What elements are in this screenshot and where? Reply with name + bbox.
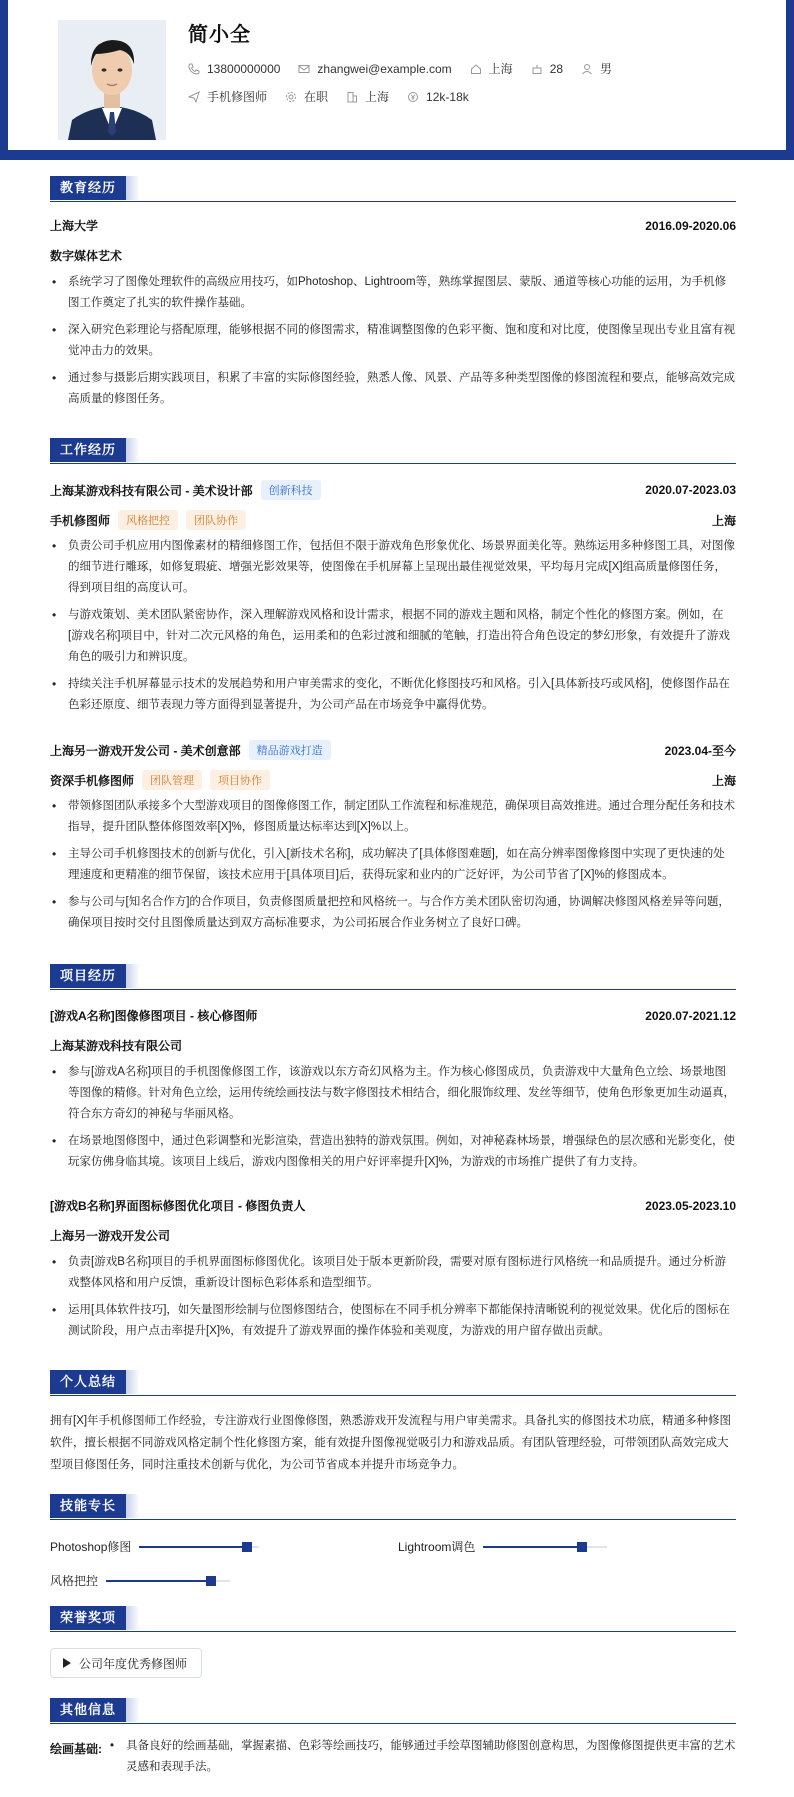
list-item: • 负责公司手机应用内图像素材的精细修图工作，包括但不限于游戏角色形象优化、场景界面美化等。熟练运用多种修图工具，对图像的细节进行雕琢，如修复瑕疵、增强光影效果等，使图像在手机屏幕上呈现出最佳视觉效果，平均每月完成[X]组高质量修图任务，得到项目组的高度认可。 bbox=[50, 536, 736, 599]
summary-text: 拥有[X]年手机修图师工作经验，专注游戏行业图像修图，熟悉游戏开发流程与用户审美需求。具备扎实的修图技术功底，精通多种修图软件，擅长根据不同游戏风格定制个性化修图方案，能有效提升图像视觉吸引力和游戏品质。有团队管理经验，可带领团队高效完成大型项目修图任务，同时注重技术创新与优化，为公司节省成本并提升市场竞争力。 bbox=[50, 1415, 732, 1471]
skill-item bbox=[50, 1572, 230, 1589]
coin-icon bbox=[407, 91, 419, 103]
project-1-company-row bbox=[50, 1037, 736, 1054]
send-icon bbox=[188, 91, 200, 103]
work-1-role-tag: 风格把控 bbox=[118, 510, 178, 530]
email-text: zhangwei@example.com bbox=[317, 61, 452, 76]
list-item: • 与游戏策划、美术团队紧密协作，深入理解游戏风格和设计需求，根据不同的游戏主题和风格，制定个性化的修图方案。例如，在[游戏名称]项目中，针对二次元风格的角色，运用柔和的色彩过渡和细腻的笔触，打造出符合角色设定的梦幻形象，有效提升了游戏角色的吸引力和辨识度。 bbox=[50, 605, 736, 668]
work-1-period: 2020.07-2023.03 bbox=[645, 483, 736, 497]
list-item: • 系统学习了图像处理软件的高级应用技巧，如Photoshop、Lightroom等，熟练掌握图层、蒙版、通道等核心功能的运用，为手机修图工作奠定了扎实的软件操作基础。 bbox=[50, 272, 736, 314]
project-2-company: 上海另一游戏开发公司 bbox=[50, 1229, 171, 1243]
other-title: 其他信息 bbox=[50, 1698, 126, 1722]
position-text: 手机修图师 bbox=[207, 90, 268, 104]
work-2-role-row bbox=[50, 770, 736, 790]
work-2-role-tag: 团队管理 bbox=[142, 770, 202, 790]
skill-item bbox=[50, 1538, 259, 1555]
work-2-header-row bbox=[50, 740, 736, 760]
city-item bbox=[346, 88, 389, 105]
candidate-name: 简小全 bbox=[188, 24, 251, 46]
location-item bbox=[470, 60, 513, 77]
salary-text: 12k-18k bbox=[426, 89, 469, 104]
major-name: 数字媒体艺术 bbox=[50, 249, 123, 263]
education-period: 2016.09-2020.06 bbox=[645, 218, 736, 233]
list-item: • 持续关注手机屏幕显示技术的发展趋势和用户审美需求的变化，不断优化修图技巧和风格。引入[具体新技巧或风格]，使修图作品在色彩还原度、细节表现力等方面得到显著提升，为公司产品在市场竞争中赢得优势。 bbox=[50, 674, 736, 716]
list-item: • 深入研究色彩理论与搭配原理，能够根据不同的修图需求，精准调整图像的色彩平衡、饱和度和对比度，使图像呈现出专业且富有视觉冲击力的效果。 bbox=[50, 320, 736, 362]
age-text: 28 bbox=[549, 61, 564, 76]
skill-level-bar bbox=[483, 1541, 607, 1553]
salary-item bbox=[407, 90, 469, 104]
honors-section-header bbox=[50, 1606, 736, 1632]
gear-icon bbox=[285, 91, 297, 103]
skill-label: Lightroom调色 bbox=[398, 1540, 476, 1554]
major-row bbox=[50, 247, 736, 264]
city-text: 上海 bbox=[365, 90, 390, 104]
skills-section-header bbox=[50, 1494, 736, 1520]
mail-icon bbox=[298, 63, 310, 75]
play-icon bbox=[63, 1658, 71, 1668]
work-1-company-tag: 创新科技 bbox=[261, 480, 321, 500]
status-item bbox=[285, 88, 328, 105]
project-title: 项目经历 bbox=[50, 964, 126, 988]
skill-label: 风格把控 bbox=[50, 1574, 99, 1588]
position-item bbox=[188, 88, 267, 105]
honors-title: 荣誉奖项 bbox=[50, 1606, 126, 1630]
other-label: 绘画基础: bbox=[50, 1742, 102, 1756]
honor-label: 公司年度优秀修图师 bbox=[79, 1656, 188, 1671]
skill-label: Photoshop修图 bbox=[50, 1540, 132, 1554]
skill-level-bar bbox=[106, 1575, 230, 1587]
other-section-header bbox=[50, 1698, 736, 1724]
header-band bbox=[0, 0, 794, 160]
location-text: 上海 bbox=[488, 62, 513, 76]
summary-title: 个人总结 bbox=[50, 1370, 126, 1394]
work-section-header bbox=[50, 438, 736, 464]
project-1-period: 2020.07-2021.12 bbox=[645, 1008, 736, 1023]
work-1-header-row bbox=[50, 480, 736, 500]
work-1-company: 上海某游戏科技有限公司 - 美术设计部 bbox=[50, 483, 253, 498]
work-1-bullets bbox=[50, 536, 736, 722]
header-card bbox=[8, 0, 786, 150]
gender-text: 男 bbox=[600, 62, 613, 76]
education-section-header bbox=[50, 176, 736, 202]
gender-item bbox=[581, 60, 612, 77]
work-2-role-tag: 项目协作 bbox=[210, 770, 270, 790]
list-item: • 运用[具体软件技巧]，如矢量图形绘制与位图修图结合，使图标在不同手机分辨率下都能保持清晰锐利的视觉效果。优化后的图标在测试阶段，用户点击率提升[X]%，有效提升了游戏界面的操作体验和美观度，为游戏的用户留存做出贡献。 bbox=[50, 1300, 736, 1342]
phone-text: 13800000000 bbox=[207, 61, 281, 76]
contact-row bbox=[188, 60, 630, 77]
skill-item bbox=[398, 1538, 607, 1555]
work-2-city: 上海 bbox=[711, 773, 736, 788]
project-2-company-row bbox=[50, 1227, 736, 1244]
project-1-bullets bbox=[50, 1062, 736, 1179]
email-item bbox=[298, 62, 451, 76]
work-1-role-row bbox=[50, 510, 736, 530]
work-2-period: 2023.04-至今 bbox=[664, 743, 736, 758]
list-item: • 在场景地图修图中，通过色彩调整和光影渲染，营造出独特的游戏氛围。例如，对神秘森林场景，增强绿色的层次感和光影变化，使玩家仿佛身临其境。该项目上线后，游戏内图像相关的用户好评率提升[X]%，为游戏的市场推广提供了有力支持。 bbox=[50, 1131, 736, 1173]
school-name: 上海大学 bbox=[50, 219, 99, 233]
home-icon bbox=[470, 63, 482, 75]
phone-icon bbox=[188, 63, 200, 75]
list-item: • 带领修图团队承接多个大型游戏项目的图像修图工作，制定团队工作流程和标准规范，确保项目高效推进。通过合理分配任务和技术指导，提升团队整体修图效率[X]%，修图质量达标率达到[X]%以上。 bbox=[50, 796, 736, 838]
list-item: • 参与公司与[知名合作方]的合作项目，负责修图质量把控和风格统一。与合作方美术团队密切沟通，协调解决修图风格差异等问题，确保项目按时交付且图像质量达到双方高标准要求，为公司拓展合作业务树立了良好口碑。 bbox=[50, 892, 736, 934]
project-2-title: [游戏B名称]界面图标修图优化项目 - 修图负责人 bbox=[50, 1199, 306, 1213]
work-2-role: 资深手机修图师 bbox=[50, 773, 135, 788]
work-1-role-tag: 团队协作 bbox=[186, 510, 246, 530]
cake-icon bbox=[531, 63, 543, 75]
project-2-header-row bbox=[50, 1197, 736, 1214]
work-2-bullets bbox=[50, 796, 736, 940]
project-1-title: [游戏A名称]图像修图项目 - 核心修图师 bbox=[50, 1009, 258, 1023]
project-2-period: 2023.05-2023.10 bbox=[645, 1198, 736, 1213]
work-1-city: 上海 bbox=[711, 513, 736, 528]
work-2-company-tag: 精品游戏打造 bbox=[249, 740, 331, 760]
list-item: • 通过参与摄影后期实践项目，积累了丰富的实际修图经验，熟悉人像、风景、产品等多种类型图像的修图流程和要点，能够高效完成高质量的修图任务。 bbox=[50, 368, 736, 410]
list-item: • 负责[游戏B名称]项目的手机界面图标修图优化。该项目处于版本更新阶段，需要对原有图标进行风格统一和品质提升。通过分析游戏整体风格和用户反馈，重新设计图标色彩体系和造型细节。 bbox=[50, 1252, 736, 1294]
project-section-header bbox=[50, 964, 736, 990]
job-intent-row bbox=[188, 88, 487, 105]
work-1-role: 手机修图师 bbox=[50, 513, 111, 528]
avatar bbox=[58, 20, 166, 140]
list-item: • 主导公司手机修图技术的创新与优化，引入[新技术名称]，成功解决了[具体修图难题]，如在高分辨率图像修图中实现了更快速的处理速度和更精准的细节保留，该技术应用于[具体项目]后，获得玩家和业内的广泛好评，为公司节省了[X]%的修图成本。 bbox=[50, 844, 736, 886]
phone-item bbox=[188, 62, 280, 76]
education-title: 教育经历 bbox=[50, 176, 126, 200]
age-item bbox=[531, 62, 563, 76]
building-icon bbox=[346, 91, 358, 103]
list-item: • 参与[游戏A名称]项目的手机图像修图工作，该游戏以东方奇幻风格为主。作为核心修图成员，负责游戏中大量角色立绘、场景地图等图像的精修。针对角色立绘，运用传统绘画技法与数字修图技术相结合，细化服饰纹理、发丝等细节，使角色形象更加生动逼真，符合东方奇幻的神秘与华丽风格。 bbox=[50, 1062, 736, 1125]
project-1-company: 上海某游戏科技有限公司 bbox=[50, 1039, 183, 1053]
other-text: • 具备良好的绘画基础，掌握素描、色彩等绘画技巧，能够通过手绘草图辅助修图创意构思，为图像修图提供更丰富的艺术灵感和表现手法。 bbox=[108, 1736, 736, 1778]
skills-title: 技能专长 bbox=[50, 1494, 126, 1518]
project-1-header-row bbox=[50, 1007, 736, 1024]
work-title: 工作经历 bbox=[50, 438, 126, 462]
project-2-bullets bbox=[50, 1252, 736, 1348]
work-2-company: 上海另一游戏开发公司 - 美术创意部 bbox=[50, 743, 241, 758]
skill-level-bar bbox=[139, 1541, 259, 1553]
honor-item bbox=[50, 1648, 202, 1678]
education-bullets bbox=[50, 272, 736, 416]
summary-section-header bbox=[50, 1370, 736, 1396]
user-icon bbox=[581, 63, 593, 75]
education-header-row bbox=[50, 217, 736, 234]
status-text: 在职 bbox=[304, 90, 329, 104]
